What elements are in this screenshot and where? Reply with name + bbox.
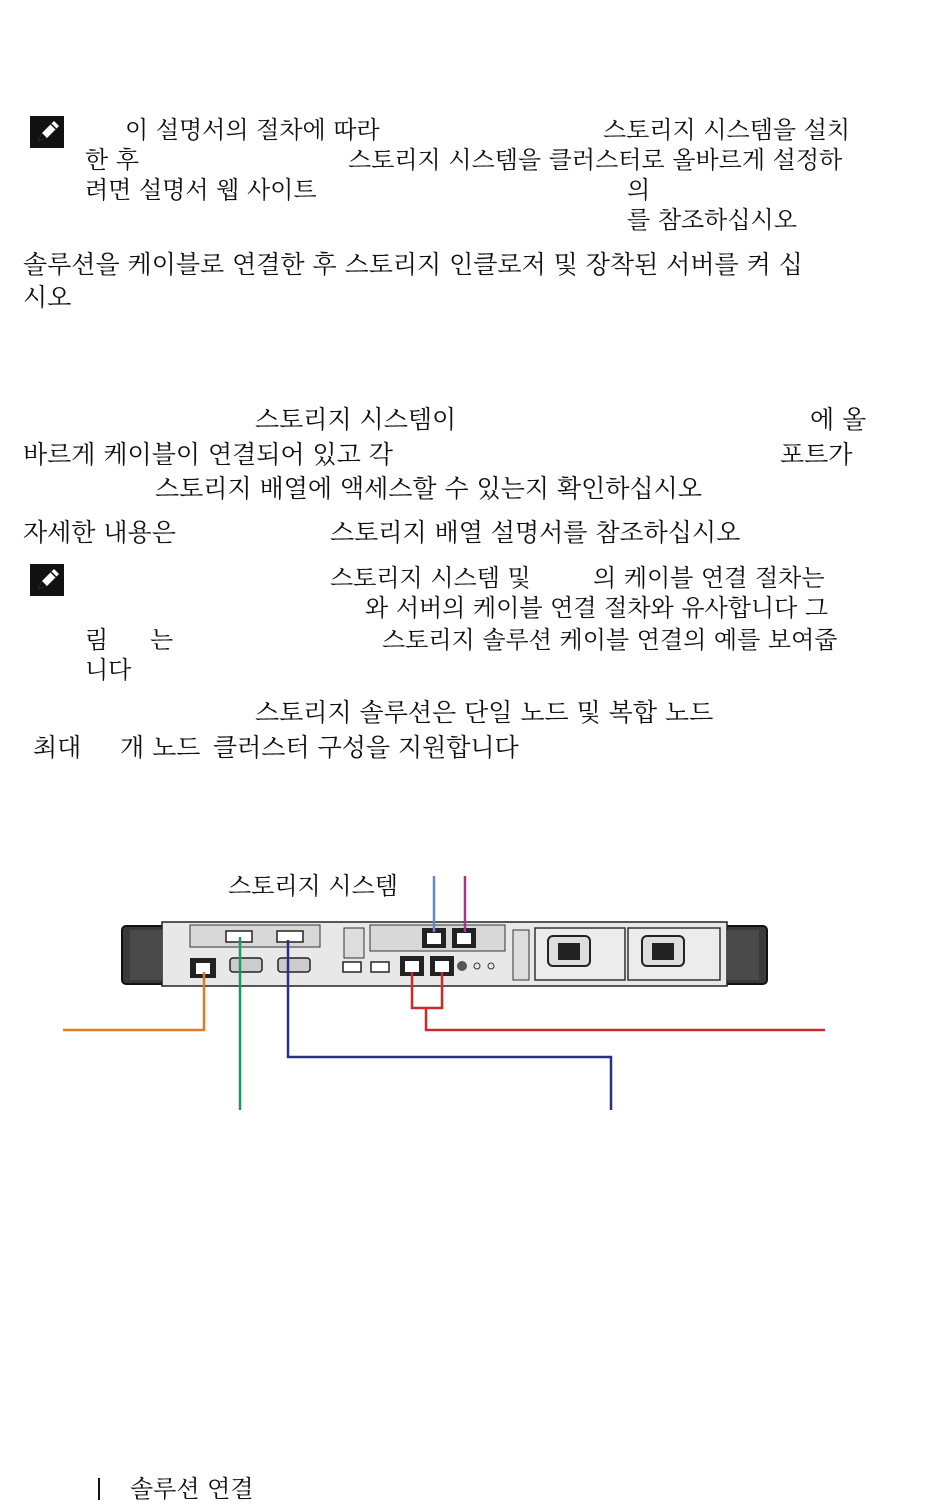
- note2-line4: 니다: [85, 656, 132, 684]
- note2-line2: 와 서버의 케이블 연결 절차와 유사합니다 그: [365, 594, 829, 622]
- note1-line2b: 스토리지 시스템을 클러스터로 올바르게 설정하: [348, 146, 843, 174]
- note2-line1b: 의 케이블 연결 절차는: [593, 564, 825, 592]
- note1-line3: 려면 설명서 웹 사이트: [85, 176, 317, 204]
- note-pencil-icon: [30, 116, 64, 148]
- footer-divider: [98, 1478, 100, 1500]
- note2-line3c: 스토리지 솔루션 케이블 연결의 예를 보여줍: [382, 626, 838, 654]
- para2-line3: 스토리지 배열에 액세스할 수 있는지 확인하십시오: [155, 474, 702, 503]
- para2-line1a: 스토리지 시스템이: [255, 405, 457, 434]
- note-pencil-icon: [30, 564, 64, 596]
- note2-line1a: 스토리지 시스템 및: [330, 564, 531, 592]
- para4-line1: 스토리지 솔루션은 단일 노드 및 복합 노드: [255, 698, 714, 727]
- note1-line4: 의: [627, 176, 651, 204]
- footer-section-title: 솔루션 연결: [130, 1475, 254, 1503]
- usb-port-2: [371, 962, 389, 972]
- para2-line2a: 바르게 케이블이 연결되어 있고 각: [23, 440, 393, 469]
- para3-line1b: 스토리지 배열 설명서를 참조하십시오: [330, 518, 741, 547]
- para2-line1b: 에 올: [810, 405, 867, 434]
- para4-line2a: 최대: [33, 733, 82, 762]
- para3-line1a: 자세한 내용은: [23, 518, 176, 547]
- para1-line2: 시오: [23, 283, 72, 312]
- para1-line1: 솔루션을 케이블로 연결한 후 스토리지 인클로저 및 장착된 서버를 켜 십: [23, 250, 803, 279]
- para4-line2b: 개 노드: [120, 733, 201, 762]
- storage-system-cabling-diagram: [0, 860, 950, 1120]
- usb-port-1: [343, 962, 361, 972]
- para2-line2b: 포트가: [780, 440, 853, 469]
- note2-line3b: 는: [150, 626, 174, 654]
- note2-line3a: 림: [85, 626, 109, 654]
- figure-label: 스토리지 시스템: [228, 872, 398, 900]
- note1-line2a: 한 후: [85, 146, 139, 174]
- note1-line5: 를 참조하십시오: [627, 206, 797, 234]
- serial-port-2: [277, 931, 303, 942]
- note1-line1a: 이 설명서의 절차에 따라: [125, 116, 380, 144]
- vga-port-1: [230, 958, 262, 972]
- vga-port-2: [278, 958, 310, 972]
- note1-line1b: 스토리지 시스템을 설치: [603, 116, 851, 144]
- para4-line2c: 클러스터 구성을 지원합니다: [213, 733, 519, 762]
